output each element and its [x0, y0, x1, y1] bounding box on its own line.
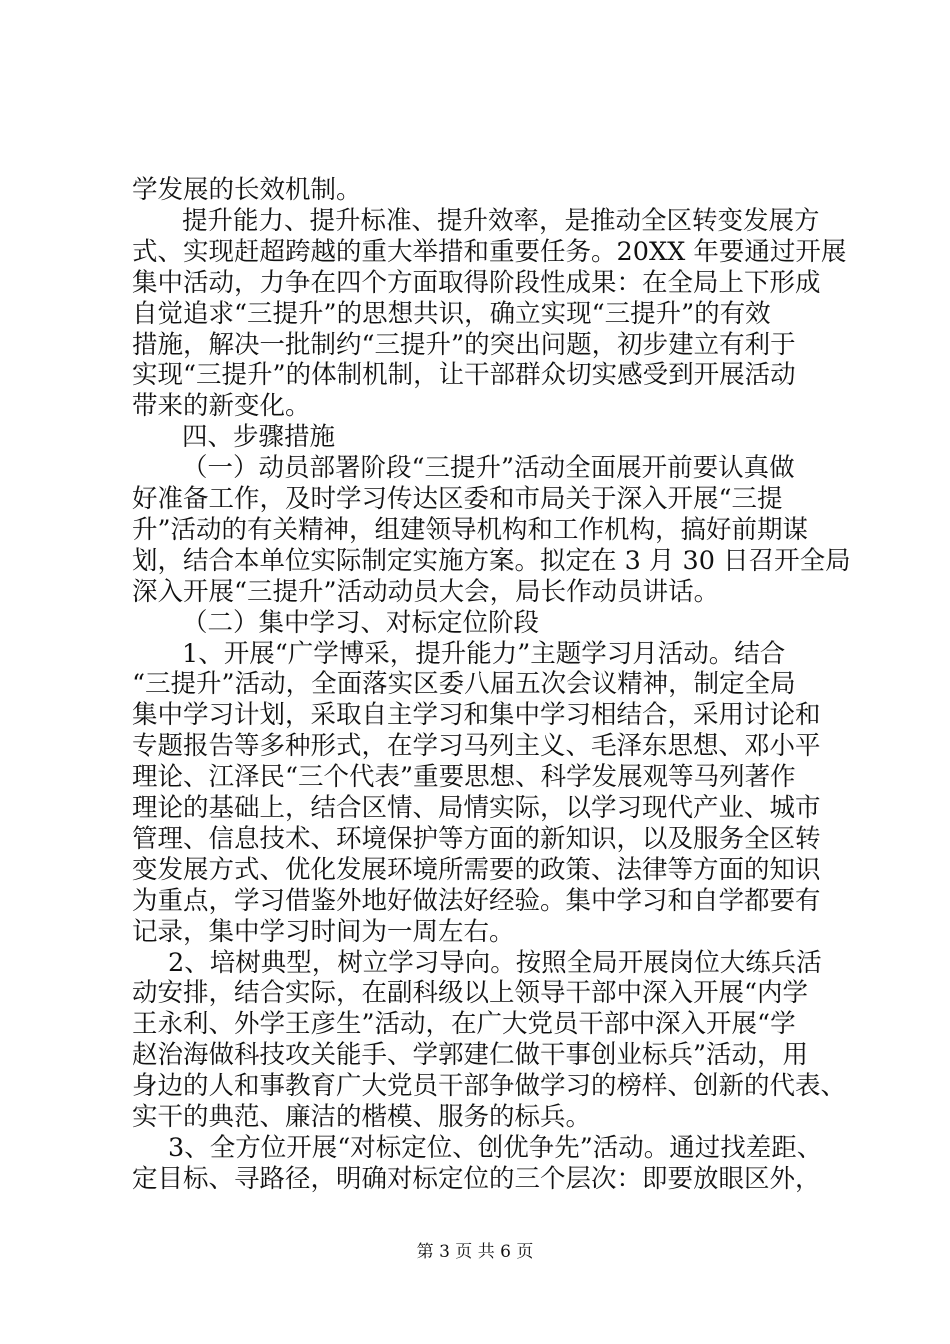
text-line: 动安排，结合实际，在副科级以上领导干部中深入开展“内学: [132, 978, 809, 1009]
text-line: 集中学习计划，采取自主学习和集中学习相结合，采用讨论和: [132, 700, 821, 731]
text-line: 为重点，学习借鉴外地好做法好经验。集中学习和自学都要有: [132, 885, 821, 916]
text-line: 2、培树典型，树立学习导向。按照全局开展岗位大练兵活: [168, 947, 822, 978]
text-line: 定目标、寻路径，明确对标定位的三个层次：即要放眼区外，: [132, 1163, 821, 1194]
text-line: 带来的新变化。: [132, 391, 311, 422]
text-line: 措施，解决一批制约“三提升”的突出问题，初步建立有利于: [132, 329, 796, 360]
text-line: 记录，集中学习时间为一周左右。: [132, 916, 515, 947]
text-line: 管理、信息技术、环境保护等方面的新知识，以及服务全区转: [132, 823, 821, 854]
text-line: 自觉追求“三提升”的思想共识，确立实现“三提升”的有效: [132, 298, 771, 329]
text-line: 四、步骤措施: [182, 422, 336, 453]
text-line: 变发展方式、优化发展环境所需要的政策、法律等方面的知识: [132, 854, 821, 885]
page-footer: 第 3 页 共 6 页: [416, 1242, 534, 1262]
text-line: 式、实现赶超跨越的重大举措和重要任务。20XX 年要通过开展: [132, 236, 847, 267]
text-line: （一）动员部署阶段“三提升”活动全面展开前要认真做: [182, 453, 795, 484]
text-line: 身边的人和事教育广大党员干部争做学习的榜样、创新的代表、: [132, 1071, 847, 1102]
text-line: 专题报告等多种形式，在学习马列主义、毛泽东思想、邓小平: [132, 731, 821, 762]
text-line: 划，结合本单位实际制定实施方案。拟定在 3 月 30 日召开全局: [132, 545, 851, 576]
text-line: 王永利、外学王彦生”活动，在广大党员干部中深入开展“学: [132, 1009, 796, 1040]
text-line: 好准备工作，及时学习传达区委和市局关于深入开展“三提: [132, 484, 783, 514]
text-line: （二）集中学习、对标定位阶段: [182, 607, 540, 638]
text-line: “三提升”活动，全面落实区委八届五次会议精神，制定全局: [132, 669, 796, 700]
text-line: 1、开展“广学博采，提升能力”主题学习月活动。结合: [182, 638, 786, 669]
text-line: 提升能力、提升标准、提升效率，是推动全区转变发展方: [182, 205, 820, 236]
text-line: 赵治海做科技攻关能手、学郭建仁做干事创业标兵”活动，用: [132, 1040, 809, 1071]
text-line: 升”活动的有关精神，组建领导机构和工作机构，搞好前期谋: [132, 514, 809, 545]
text-line: 实现“三提升”的体制机制，让干部群众切实感受到开展活动: [132, 360, 796, 391]
text-line: 深入开展“三提升”活动动员大会，局长作动员讲话。: [132, 576, 720, 607]
text-line: 理论、江泽民“三个代表”重要思想、科学发展观等马列著作: [132, 762, 796, 793]
text-line: 集中活动，力争在四个方面取得阶段性成果：在全局上下形成: [132, 267, 821, 298]
text-line: 实干的典范、廉洁的楷模、服务的标兵。: [132, 1102, 592, 1132]
text-line: 理论的基础上，结合区情、局情实际，以学习现代产业、城市: [132, 793, 821, 823]
text-line: 学发展的长效机制。: [132, 175, 362, 205]
text-line: 3、全方位开展“对标定位、创优争先”活动。通过找差距、: [168, 1132, 823, 1163]
